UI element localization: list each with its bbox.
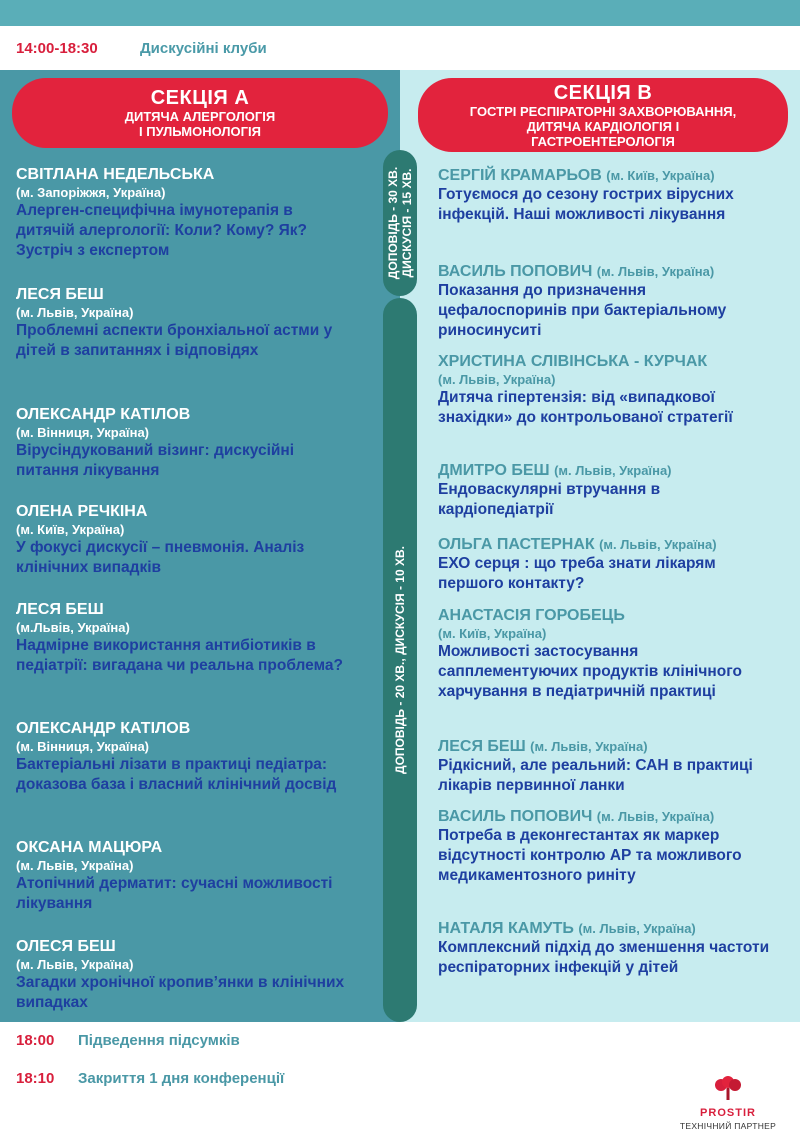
speaker-name: ОЛЕСЯ БЕШ	[16, 938, 116, 955]
talk-topic: Готуємося до сезону гострих вірусних інфекцій. Наші можливості лікування	[438, 186, 734, 223]
speaker-name: ХРИСТИНА СЛІВІНСЬКА - КУРЧАК	[438, 353, 708, 370]
talk-topic: Ендоваскулярні втручання в кардіопедіатрії	[438, 481, 661, 518]
section-a-talk	[16, 405, 384, 481]
speaker-name: ЛЕСЯ БЕШ	[16, 601, 104, 618]
talk-topic: ЕХО серця : що треба знати лікарям першого контакту?	[438, 555, 716, 592]
top-band	[0, 0, 800, 26]
speaker-name: ОЛЕКСАНДР КАТІЛОВ	[16, 720, 191, 737]
speaker-name: НАТАЛЯ КАМУТЬ	[438, 920, 574, 937]
speaker-name: АНАСТАСІЯ ГОРОБЕЦЬ	[438, 607, 625, 624]
speaker-city: (м. Львів, Україна)	[599, 537, 717, 552]
section-a-subtitle-2: І ПУЛЬМОНОЛОГІЯ	[139, 124, 261, 139]
talk-topic: У фокусі дискусії – пневмонія. Аналіз клінічних випадків	[16, 539, 305, 576]
speaker-city: (м. Вінниця, Україна)	[16, 425, 150, 440]
logo-caption: ТЕХНІЧНИЙ ПАРТНЕР	[679, 1121, 777, 1131]
speaker-name-with-city	[438, 737, 790, 756]
section-b-header	[418, 78, 788, 152]
speaker-name-with-city	[438, 807, 790, 826]
talk-topic: Комплексний підхід до зменшення частоти респіраторних інфекцій у дітей	[438, 939, 770, 976]
speaker-city: (м. Львів, Україна)	[438, 372, 556, 387]
section-a-talk	[16, 719, 384, 795]
partner-logo	[672, 1076, 784, 1136]
talk-topic: Дитяча гіпертензія: від «випадкової знахідки» до контрольованої стратегії	[438, 389, 733, 426]
speaker-city: (м. Вінниця, Україна)	[16, 739, 150, 754]
speaker-city: (м. Львів, Україна)	[596, 264, 715, 279]
header-label: Дискусійні клуби	[140, 39, 267, 57]
speaker-name: ОЛЬГА ПАСТЕРНАК	[438, 536, 595, 553]
section-b-talk	[438, 535, 790, 594]
speaker-name: СВІТЛАНА НЕДЕЛЬСЬКА	[16, 166, 215, 183]
talk-topic: Показання до призначення цефалоспоринів при бактеріальному риносинуситі	[438, 282, 727, 339]
speaker-name: ВАСИЛЬ ПОПОВИЧ	[438, 808, 593, 825]
speaker-city: (м.Львів, Україна)	[16, 620, 130, 635]
speaker-name-with-city	[438, 262, 790, 281]
tree-icon	[711, 1076, 745, 1102]
section-b-talk	[438, 262, 790, 341]
talk-topic: Алерген-специфічна імунотерапія в дитячій алергології: Коли? Кому? Як? Зустріч з експертом	[16, 202, 307, 259]
speaker-city: (м. Київ, Україна)	[16, 522, 125, 537]
footer-label-2: Закриття 1 дня конференції	[78, 1070, 285, 1087]
speaker-city: (м. Львів, Україна)	[16, 305, 134, 320]
speaker-name-with-city	[438, 461, 790, 480]
speaker-name: ОЛЕНА РЕЧКІНА	[16, 503, 148, 520]
speaker-name: ДМИТРО БЕШ	[438, 462, 550, 479]
talk-topic: Вірусіндукований візинг: дискусійні питання лікування	[16, 442, 295, 479]
timing-line-1: ДОПОВІДЬ - 30 ХВ.	[386, 166, 400, 280]
speaker-name-with-city	[438, 166, 790, 185]
speaker-name: ВАСИЛЬ ПОПОВИЧ	[438, 263, 593, 280]
header-row	[0, 26, 800, 70]
section-b-talk	[438, 461, 790, 520]
footer-time-2: 18:10	[16, 1070, 55, 1087]
talk-topic: Надмірне використання антибіотиків в педіатрії: вигадана чи реальна проблема?	[16, 637, 343, 674]
speaker-city: (м. Київ, Україна)	[606, 168, 715, 183]
speaker-city: (м. Київ, Україна)	[438, 626, 547, 641]
speaker-name: СЕРГІЙ КРАМАРЬОВ	[438, 167, 602, 184]
section-b-talk	[438, 737, 790, 796]
talk-topic: Можливості застосування сапплементуючих продуктів клінічного харчування в педіатричній практиці	[438, 643, 742, 700]
footer-row-closing	[16, 1070, 284, 1087]
speaker-name: ОЛЕКСАНДР КАТІЛОВ	[16, 406, 191, 423]
speaker-city: (м. Львів, Україна)	[530, 739, 648, 754]
talk-topic: Бактеріальні лізати в практиці педіатра: доказова база і власний клінічний досвід	[16, 756, 337, 793]
section-b-subtitle-3: ГАСТРОЕНТЕРОЛОГІЯ	[531, 133, 675, 149]
header-time: 14:00-18:30	[16, 39, 98, 57]
talk-topic: Рідкісний, але реальний: САН в практиці лікарів первинної ланки	[438, 757, 753, 794]
talk-topic: Атопічний дерматит: сучасні можливості лікування	[16, 875, 333, 912]
speaker-city: (м. Львів, Україна)	[16, 957, 134, 972]
section-b-talk	[438, 606, 790, 702]
section-b-title: СЕКЦІЯ В	[553, 81, 653, 104]
speaker-name: ЛЕСЯ БЕШ	[16, 286, 104, 303]
footer-label-1: Підведення підсумків	[78, 1032, 240, 1049]
speaker-city: (м. Львів, Україна)	[578, 921, 696, 936]
footer-time-1: 18:00	[16, 1032, 55, 1049]
timing-badge-clubs	[383, 298, 417, 1022]
section-a-title: СЕКЦІЯ А	[150, 87, 250, 109]
footer-row-summary	[16, 1032, 240, 1049]
speaker-name: ОКСАНА МАЦЮРА	[16, 839, 163, 856]
speaker-name-with-city	[438, 919, 790, 938]
talk-topic: Загадки хронічної кропив’янки в клінічних випадках	[16, 974, 345, 1011]
section-a-talk	[16, 502, 384, 578]
section-b-subtitle-2: ДИТЯЧА КАРДІОЛОГІЯ І	[526, 118, 680, 134]
timing-line-bottom: ДОПОВІДЬ - 20 ХВ., ДИСКУСІЯ - 10 ХВ.	[393, 546, 407, 774]
timing-badge-plenary	[383, 150, 417, 296]
section-a-talk	[16, 285, 384, 361]
section-a-talk	[16, 838, 384, 914]
section-b-talk	[438, 807, 790, 886]
talk-topic: Потреба в деконгестантах як маркер відсутності контролю АР та можливого медикаментозного риніту	[438, 827, 742, 884]
speaker-city: (м. Львів, Україна)	[16, 858, 134, 873]
section-b-subtitle-1: ГОСТРІ РЕСПІРАТОРНІ ЗАХВОРЮВАННЯ,	[469, 103, 737, 119]
section-a-header	[12, 78, 388, 148]
section-b-talk	[438, 919, 790, 978]
section-a-talk	[16, 937, 384, 1013]
section-a-talk	[16, 165, 384, 261]
speaker-name-with-city	[438, 535, 790, 554]
section-a-talk	[16, 600, 384, 676]
section-a-subtitle-1: ДИТЯЧА АЛЕРГОЛОГІЯ	[124, 109, 276, 124]
talk-topic: Проблемні аспекти бронхіальної астми у дітей в запитаннях і відповідях	[16, 322, 333, 359]
speaker-city: (м. Запоріжжя, Україна)	[16, 185, 166, 200]
speaker-name: ЛЕСЯ БЕШ	[438, 738, 526, 755]
speaker-city: (м. Львів, Україна)	[596, 809, 715, 824]
speaker-city: (м. Львів, Україна)	[554, 463, 672, 478]
logo-name: PROSTIR	[700, 1107, 756, 1119]
section-b-talk	[438, 166, 790, 225]
timing-line-2: ДИСКУСІЯ - 15 ХВ.	[400, 168, 414, 278]
section-b-talk	[438, 352, 790, 428]
